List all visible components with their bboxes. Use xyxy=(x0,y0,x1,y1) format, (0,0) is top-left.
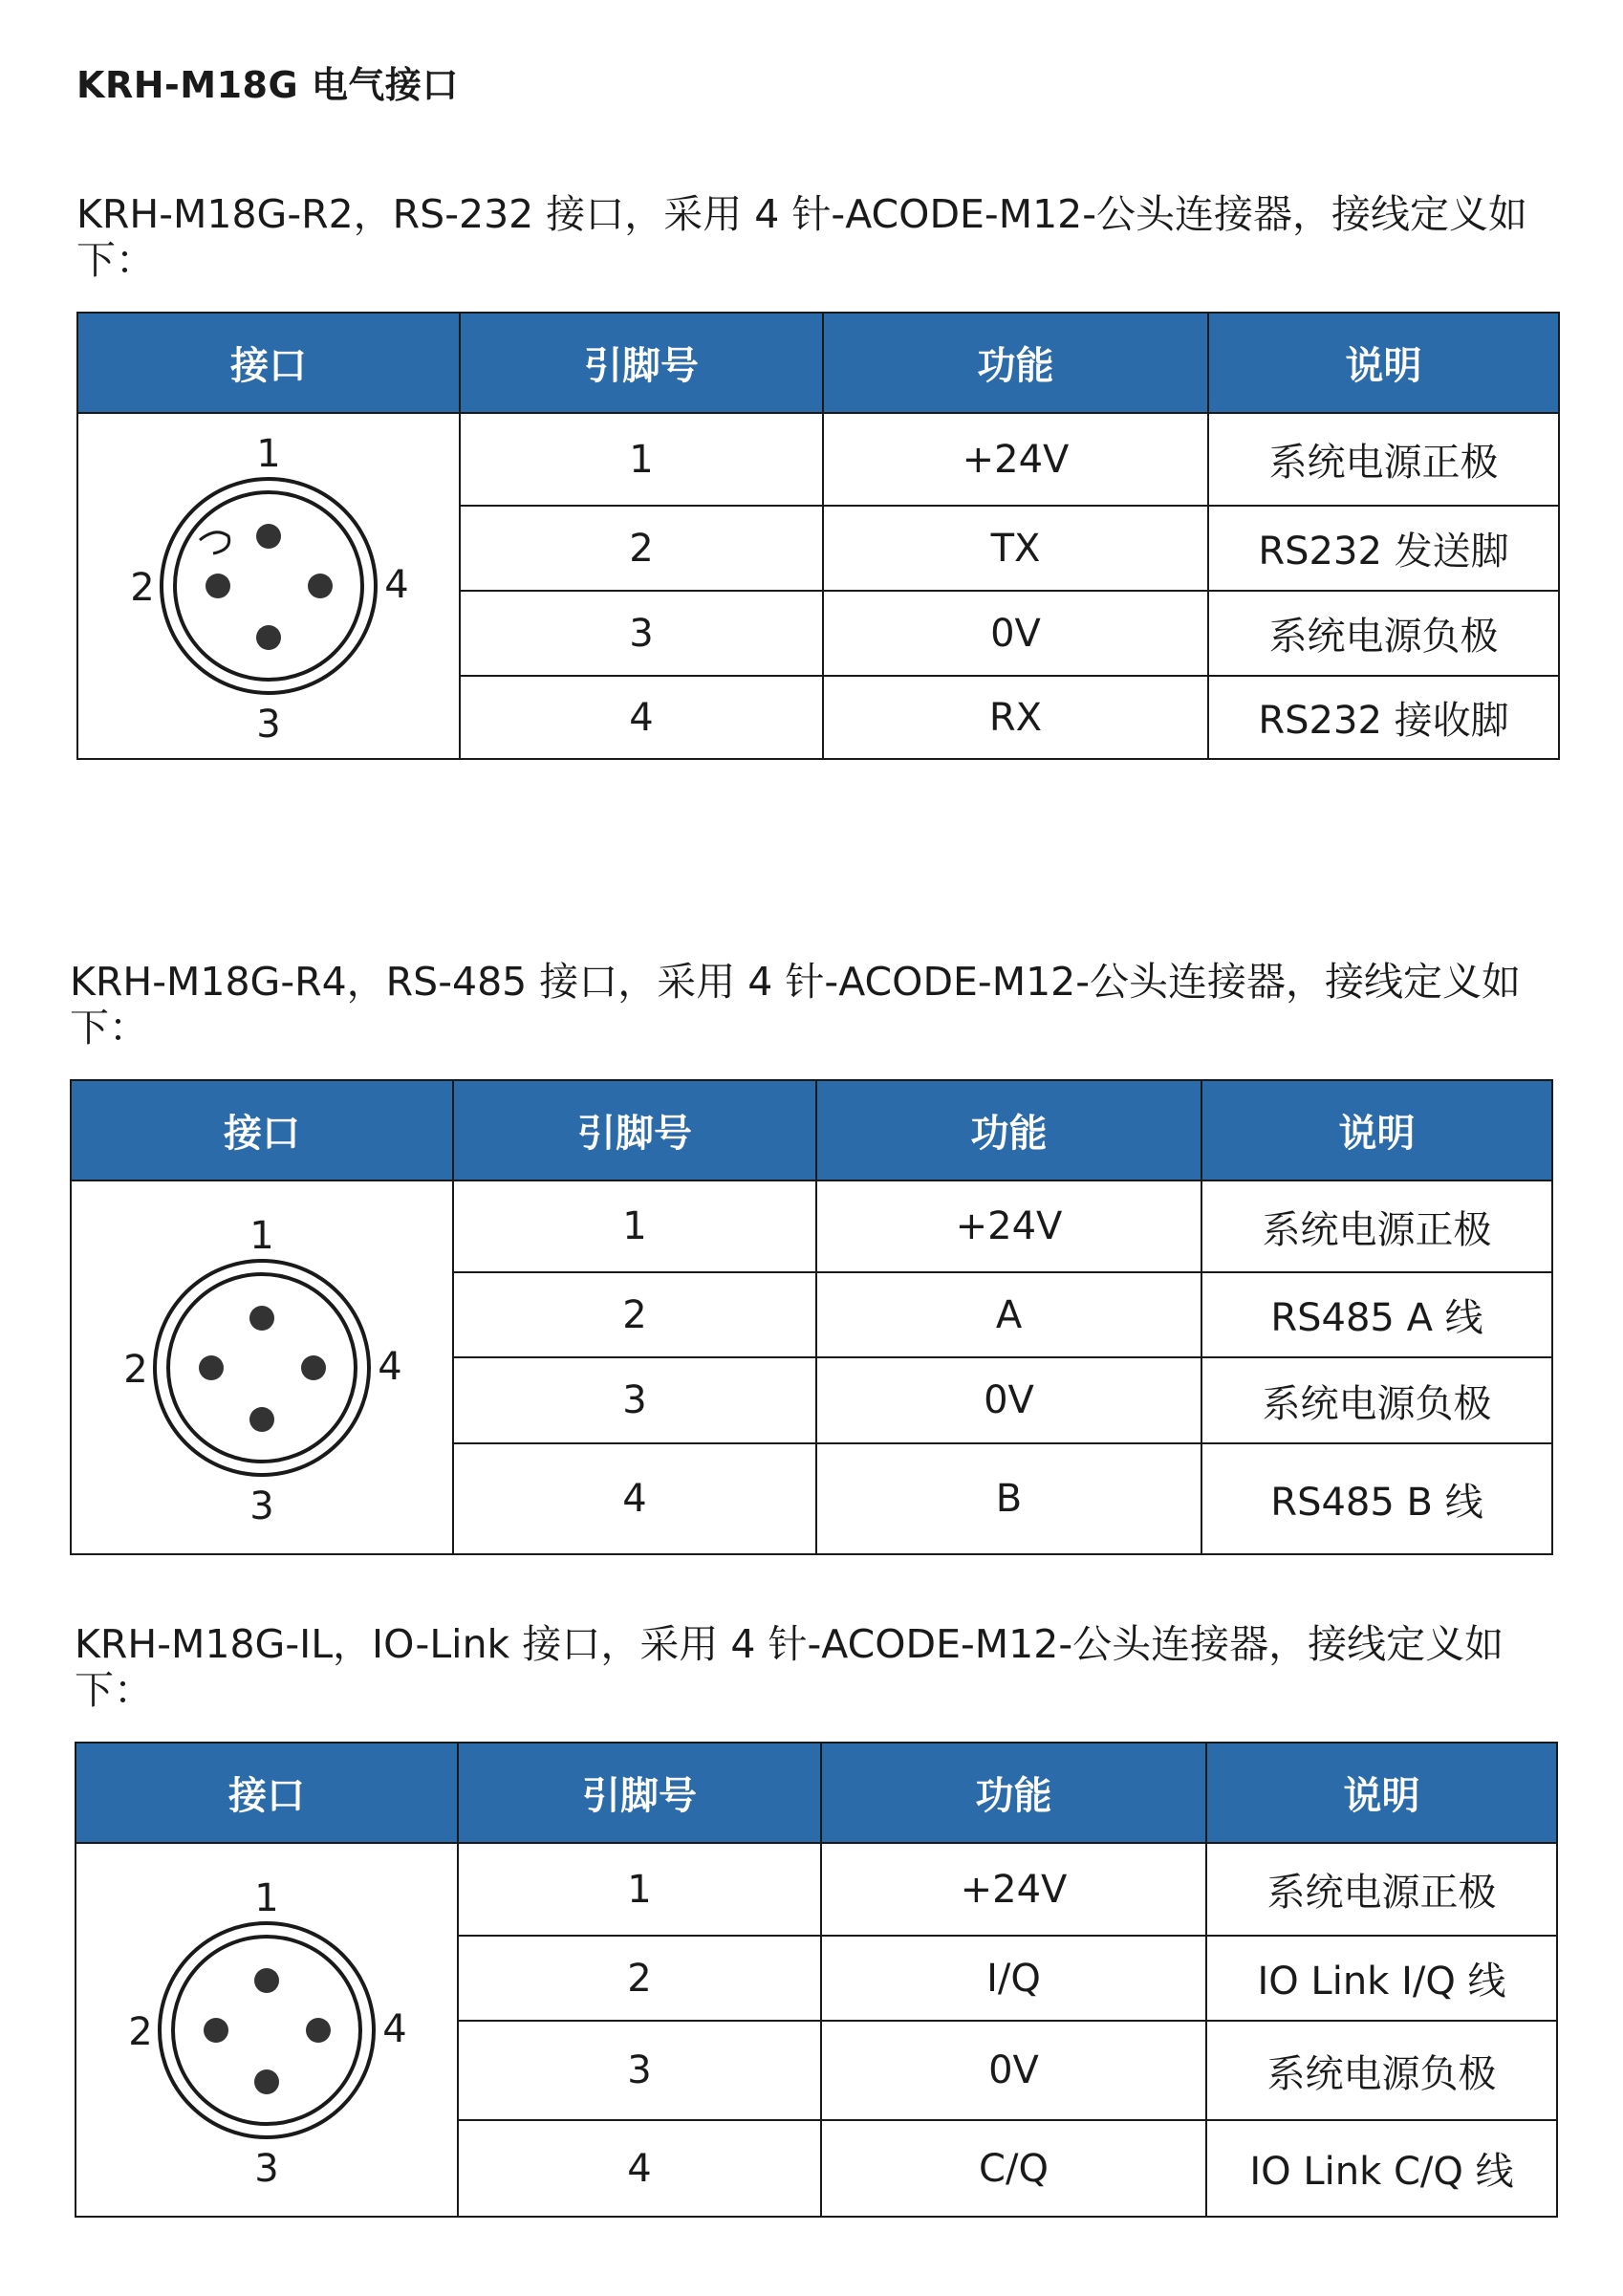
pin-number: 3 xyxy=(458,2021,821,2120)
header-function: 功能 xyxy=(816,1080,1201,1180)
m12-connector-diagram xyxy=(76,1868,457,2193)
pin-2-label: 2 xyxy=(130,566,155,610)
m12-connector-svg xyxy=(119,1205,405,1530)
pin-3-label: 3 xyxy=(254,2146,279,2191)
connector-diagram-cell xyxy=(76,1843,458,2217)
pin-number: 4 xyxy=(458,2120,821,2217)
pin-description: 系统电源负极 xyxy=(1201,1357,1552,1443)
pin-function: +24V xyxy=(821,1843,1206,1936)
pin-4-label: 4 xyxy=(382,2006,407,2051)
pin-function: I/Q xyxy=(821,1936,1206,2021)
pin-3-dot xyxy=(256,625,281,650)
header-description: 说明 xyxy=(1208,313,1559,413)
pin-description: IO Link C/Q 线 xyxy=(1206,2120,1557,2217)
section-rs232 xyxy=(76,191,1558,760)
connector-outer-ring xyxy=(155,1261,369,1475)
header-interface: 接口 xyxy=(76,1743,458,1843)
pin-1-label: 1 xyxy=(249,1213,274,1258)
table-header-row xyxy=(76,1743,1557,1843)
pin-2-dot xyxy=(199,1355,224,1380)
pin-1-dot xyxy=(256,524,281,549)
pin-function: RX xyxy=(823,676,1208,759)
pin-number: 1 xyxy=(458,1843,821,1936)
pin-number: 3 xyxy=(453,1357,816,1443)
section-io-link xyxy=(75,1621,1558,2218)
connector-diagram-cell xyxy=(77,413,460,759)
pin-2-dot xyxy=(206,574,230,598)
m12-connector-diagram xyxy=(72,1205,452,1530)
pin-number: 2 xyxy=(460,506,823,591)
table-row xyxy=(77,413,1559,506)
pin-2-dot xyxy=(204,2018,228,2043)
pin-3-dot xyxy=(249,1407,274,1432)
connector-inner-ring xyxy=(175,492,362,680)
pin-1-label: 1 xyxy=(256,432,281,476)
connector-outer-ring xyxy=(162,479,376,693)
table-header-row xyxy=(77,313,1559,413)
header-description: 说明 xyxy=(1201,1080,1552,1180)
m12-connector-svg xyxy=(123,1868,410,2193)
pin-function: A xyxy=(816,1272,1201,1357)
pin-description: 系统电源正极 xyxy=(1206,1843,1557,1936)
header-function: 功能 xyxy=(823,313,1208,413)
table-row xyxy=(76,1843,1557,1936)
pin-function: +24V xyxy=(816,1180,1201,1272)
section-intro: KRH-M18G-R2，RS-232 接口，采用 4 针-ACODE-M12-公头连接器，接线定义如下： xyxy=(76,191,1528,283)
m12-connector-svg xyxy=(125,423,412,748)
pin-description: 系统电源正极 xyxy=(1208,413,1559,506)
pin-function: +24V xyxy=(823,413,1208,506)
pin-function: 0V xyxy=(823,591,1208,676)
connector-diagram-cell xyxy=(71,1180,453,1554)
header-description: 说明 xyxy=(1206,1743,1557,1843)
connector-inner-ring xyxy=(173,1937,360,2124)
header-function: 功能 xyxy=(821,1743,1206,1843)
pin-description: 系统电源负极 xyxy=(1206,2021,1557,2120)
pin-number: 2 xyxy=(453,1272,816,1357)
pin-number: 2 xyxy=(458,1936,821,2021)
coding-key-mark xyxy=(200,532,229,553)
pin-description: RS232 接收脚 xyxy=(1208,676,1559,759)
pin-2-label: 2 xyxy=(123,1347,148,1392)
table-header-row xyxy=(71,1080,1552,1180)
pin-function: 0V xyxy=(821,2021,1206,2120)
header-pin: 引脚号 xyxy=(453,1080,816,1180)
pin-2-label: 2 xyxy=(128,2009,153,2054)
header-pin: 引脚号 xyxy=(458,1743,821,1843)
pin-3-dot xyxy=(254,2069,279,2094)
pin-4-dot xyxy=(306,2018,331,2043)
section-intro: KRH-M18G-IL，IO-Link 接口，采用 4 针-ACODE-M12-公头连接器，接线定义如下： xyxy=(75,1621,1504,1713)
pin-number: 4 xyxy=(460,676,823,759)
pin-description: RS485 B 线 xyxy=(1201,1443,1552,1554)
pin-table xyxy=(70,1079,1553,1555)
connector-inner-ring xyxy=(168,1274,356,1462)
pin-description: 系统电源正极 xyxy=(1201,1180,1552,1272)
pin-function: B xyxy=(816,1443,1201,1554)
pin-4-dot xyxy=(308,574,333,598)
pin-number: 1 xyxy=(460,413,823,506)
pin-function: 0V xyxy=(816,1357,1201,1443)
pin-table xyxy=(75,1742,1558,2218)
pin-function: TX xyxy=(823,506,1208,591)
pin-3-label: 3 xyxy=(249,1484,274,1528)
header-interface: 接口 xyxy=(71,1080,453,1180)
header-pin: 引脚号 xyxy=(460,313,823,413)
pin-1-dot xyxy=(254,1968,279,1993)
pin-1-dot xyxy=(249,1306,274,1331)
pin-function: C/Q xyxy=(821,2120,1206,2217)
pin-number: 1 xyxy=(453,1180,816,1272)
section-intro: KRH-M18G-R4，RS-485 接口，采用 4 针-ACODE-M12-公头连接器，接线定义如下： xyxy=(70,959,1522,1051)
pin-number: 4 xyxy=(453,1443,816,1554)
section-rs485 xyxy=(70,959,1551,1555)
m12-connector-diagram xyxy=(78,423,459,748)
pin-1-label: 1 xyxy=(254,1875,279,1920)
header-interface: 接口 xyxy=(77,313,460,413)
pin-description: IO Link I/Q 线 xyxy=(1206,1936,1557,2021)
table-row xyxy=(71,1180,1552,1272)
pin-table xyxy=(76,312,1560,760)
pin-description: 系统电源负极 xyxy=(1208,591,1559,676)
pin-4-label: 4 xyxy=(384,563,409,607)
pin-4-label: 4 xyxy=(378,1344,402,1389)
connector-outer-ring xyxy=(160,1923,374,2137)
page-title: KRH-M18G 电气接口 xyxy=(76,64,459,106)
pin-number: 3 xyxy=(460,591,823,676)
pin-4-dot xyxy=(301,1355,326,1380)
pin-description: RS232 发送脚 xyxy=(1208,506,1559,591)
pin-description: RS485 A 线 xyxy=(1201,1272,1552,1357)
pin-3-label: 3 xyxy=(256,703,281,747)
